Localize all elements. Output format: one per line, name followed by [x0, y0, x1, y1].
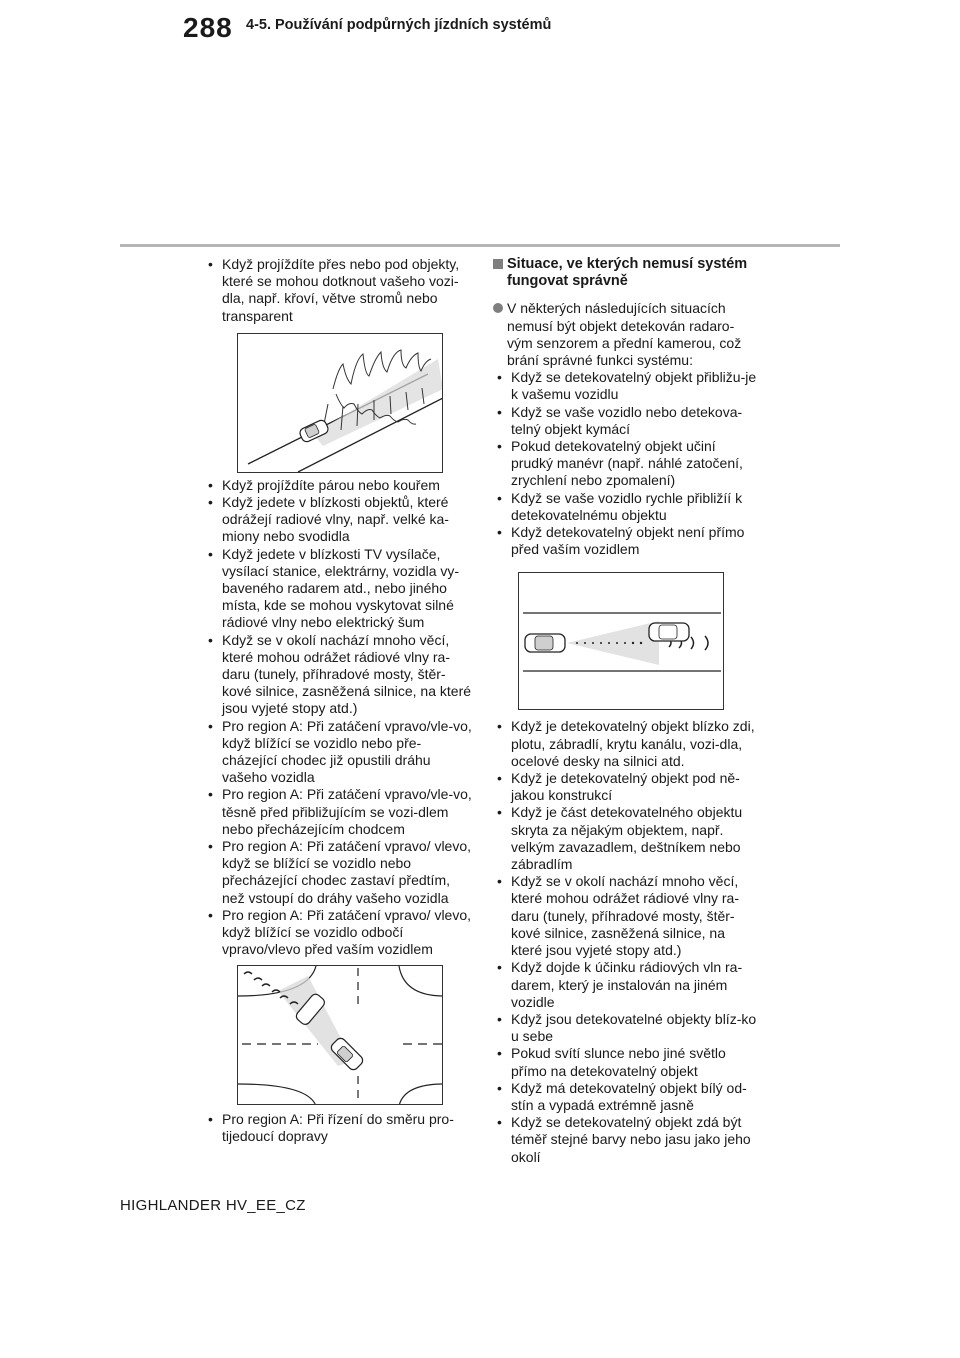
- list-item: • Když je část detekovatelného objektu skryta za nějakým objektem, např. velkým zavazadlem, deštníkem nebo zábradlím: [493, 804, 758, 873]
- list-item: • Pro region A: Při zatáčení vpravo/vle-vo, když blížící se vozidlo nebo pře-cházející chodec již opustili dráhu vašeho vozidla: [204, 718, 472, 787]
- car-icon: [649, 623, 689, 641]
- list-item: • Když se vaše vozidlo nebo detekova-telný objekt kymácí: [493, 404, 758, 438]
- right-column: [493, 256, 758, 1166]
- right-bullets-bottom: [493, 718, 758, 1165]
- left-bullets-mid: [204, 477, 472, 959]
- obstacle-illustration: [237, 333, 443, 473]
- list-item: • Když je detekovatelný objekt blízko zdi, plotu, zábradlí, krytu kanálu, vozi-dla, ocelové desky na silnici atd.: [493, 718, 758, 770]
- situation-heading: Situace, ve kterých nemusí systém fungovat správně: [493, 256, 758, 290]
- list-item: • Pokud detekovatelný objekt učiní prudký manévr (např. náhlé zatočení, zrychlení nebo zpomalení): [493, 438, 758, 490]
- list-item: • Když se v okolí nachází mnoho věcí, které mohou odrážet rádiové vlny ra-daru (tunely, příhradové mosty, štěr-kové silnice, zasněžená silnice, na které jsou vyjeté stopy atd.): [204, 632, 472, 718]
- intersection-illustration: [237, 965, 443, 1105]
- list-item: • Když dojde k účinku rádiových vln ra-darem, který je instalován na jiném vozidle: [493, 959, 758, 1011]
- vehicle-not-directly-ahead-drawing: [519, 573, 724, 710]
- list-item: • Když má detekovatelný objekt bílý od-stín a vypadá extrémně jasně: [493, 1080, 758, 1114]
- list-item: • Když se vaše vozidlo rychle přibližíí k detekovatelnému objektu: [493, 490, 758, 524]
- list-item: • Když projíždíte přes nebo pod objekty, které se mohou dotknout vašeho vozi-dla, např. křoví, větve stromů nebo transparent: [204, 256, 472, 325]
- list-item: • Pro region A: Při zatáčení vpravo/ vlevo, když blížící se vozidlo odbočí vpravo/vlevo před vaším vozidlem: [204, 907, 472, 959]
- list-item: • Pro region A: Při zatáčení vpravo/vle-vo, těsně před přibližujícím se vozi-dlem nebo přecházejícím chodcem: [204, 786, 472, 838]
- square-bullet-icon: [493, 259, 503, 269]
- intro-paragraph: V některých následujících situacích nemusí být objekt detekován radaro-vým senzorem a přední kamerou, což brání správné funkci systému:: [493, 300, 758, 369]
- section-title: 4-5. Používání podpůrných jízdních systémů: [246, 17, 552, 33]
- model-code-footer: HIGHLANDER HV_EE_CZ: [120, 1197, 306, 1214]
- list-item: • Když se v okolí nachází mnoho věcí, které mohou odrážet rádiové vlny ra-daru (tunely, příhradové mosty, štěr-kové silnice, zasněžená silnice, na které jsou vyjeté stopy atd.): [493, 873, 758, 959]
- list-item: • Když jedete v blízkosti TV vysílače, vysílací stanice, elektrárny, vozidla vy-baveného radarem atd., nebo jiného místa, kde se mohou vyskytovat silné rádiové vlny nebo elektrický šum: [204, 546, 472, 632]
- list-item: • Když je detekovatelný objekt pod ně-jakou konstrukcí: [493, 770, 758, 804]
- list-item: • Když projíždíte párou nebo kouřem: [204, 477, 472, 494]
- list-item: • Pro region A: Při zatáčení vpravo/ vlevo, když se blížící se vozidlo nebo přecházející chodec zastaví předtím, než vstoupí do dráhy vašeho vozidla: [204, 838, 472, 907]
- turning-at-intersection-drawing: [238, 966, 443, 1105]
- list-item: • Když se detekovatelný objekt zdá být téměř stejné barvy nebo jasu jako jeho okolí: [493, 1114, 758, 1166]
- list-item: • Když jsou detekovatelné objekty blíz-ko u sebe: [493, 1011, 758, 1045]
- right-bullets-top: [493, 369, 758, 558]
- list-item: • Pro region A: Při řízení do směru pro-tijedoucí dopravy: [204, 1111, 472, 1145]
- list-item: • Pokud svítí slunce nebo jiné světlo přímo na detekovatelný objekt: [493, 1045, 758, 1079]
- list-item: • Když se detekovatelný objekt přibližu-je k vašemu vozidlu: [493, 369, 758, 403]
- offset-vehicle-illustration: [518, 572, 724, 710]
- car-icon: [525, 634, 565, 652]
- list-item: • Když detekovatelný objekt není přímo před vaším vozidlem: [493, 524, 758, 558]
- circle-bullet-icon: [493, 303, 503, 313]
- left-bullets-top: [204, 256, 472, 325]
- page-number: 288: [183, 12, 233, 43]
- left-column: [204, 256, 472, 1145]
- list-item: • Když jedete v blízkosti objektů, které odrážejí radiové vlny, např. velké ka-miony nebo svodidla: [204, 494, 472, 546]
- left-bullets-bottom: [204, 1111, 472, 1145]
- car-under-branches-drawing: [238, 334, 443, 473]
- header-divider: [120, 244, 840, 247]
